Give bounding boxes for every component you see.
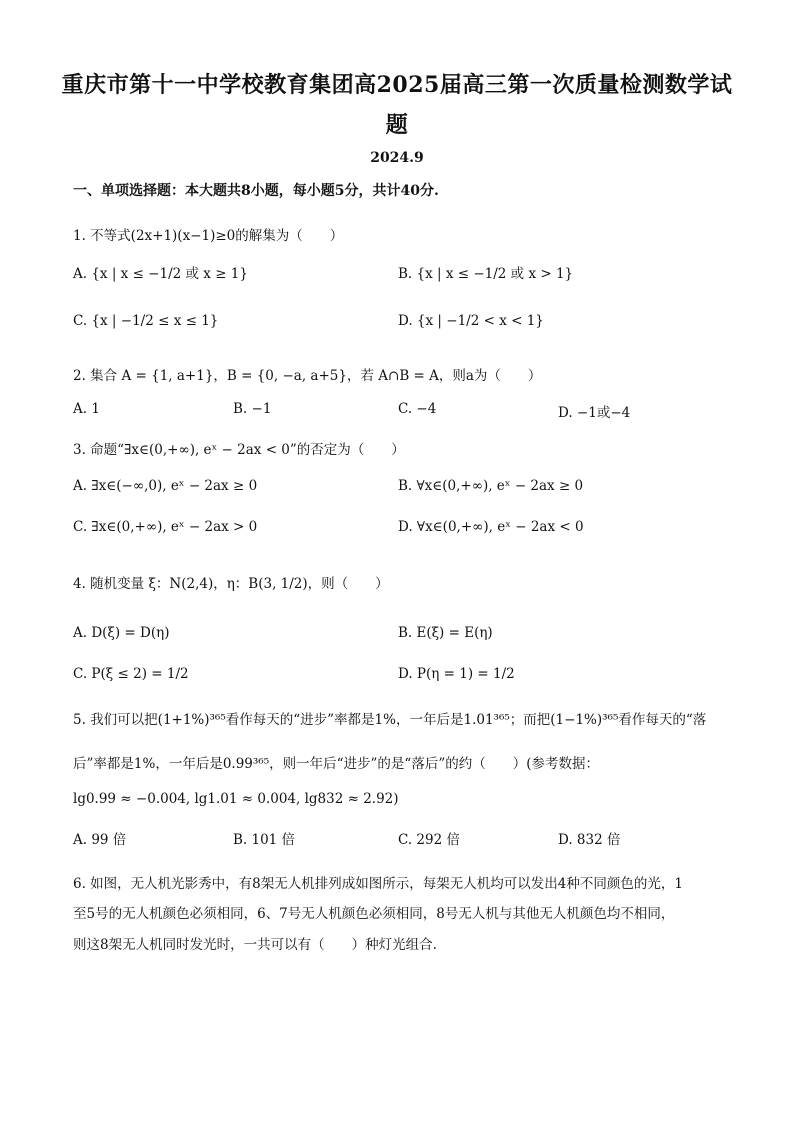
q1-option-a: A. {x | x ≤ −1/2 或 x ≥ 1} xyxy=(73,266,248,282)
q4-option-a: A. D(ξ) = D(η) xyxy=(73,625,170,641)
q5-line3: lg0.99 ≈ −0.004, lg1.01 ≈ 0.004, lg832 ≈ 2.92) xyxy=(73,791,399,807)
q2-stem: 2. 集合 A = {1, a+1}，B = {0, −a, a+5}，若 A∩B = A，则a为（ ） xyxy=(73,368,542,384)
exam-title-line1: 重庆市第十一中学校教育集团高2025届高三第一次质量检测数学试 xyxy=(61,72,733,98)
q2-option-b: B. −1 xyxy=(233,401,272,417)
q1-stem: 1. 不等式(2x+1)(x−1)≥0的解集为（ ） xyxy=(73,228,344,244)
q1-option-c: C. {x | −1/2 ≤ x ≤ 1} xyxy=(73,313,219,329)
q2-option-d: D. −1或−4 xyxy=(558,405,631,421)
q6-line3: 则这8架无人机同时发光时，一共可以有（ ）种灯光组合. xyxy=(73,937,437,953)
q3-option-c: C. ∃x∈(0,+∞), eˣ − 2ax > 0 xyxy=(73,519,258,535)
section-heading: 一、单项选择题：本大题共8小题，每小题5分，共计40分. xyxy=(73,183,439,199)
q4-option-b: B. E(ξ) = E(η) xyxy=(398,625,493,641)
q3-stem: 3. 命题“∃x∈(0,+∞), eˣ − 2ax < 0”的否定为（ ） xyxy=(73,442,405,458)
q5-option-c: C. 292 倍 xyxy=(398,832,460,848)
q2-option-c: C. −4 xyxy=(398,401,437,417)
q1-option-b: B. {x | x ≤ −1/2 或 x > 1} xyxy=(398,266,574,282)
q2-option-a: A. 1 xyxy=(73,401,100,417)
q4-option-d: D. P(η = 1) = 1/2 xyxy=(398,666,515,682)
q5-option-b: B. 101 倍 xyxy=(233,832,296,848)
q6-line2: 至5号的无人机颜色必须相同，6、7号无人机颜色必须相同，8号无人机与其他无人机颜色均不相同， xyxy=(73,906,675,922)
q3-option-d: D. ∀x∈(0,+∞), eˣ − 2ax < 0 xyxy=(398,519,584,535)
q5-line2: 后”率都是1%，一年后是0.99³⁶⁵，则一年后“进步”的是“落后”的约（ ）(参考数据： xyxy=(73,756,599,772)
q5-option-d: D. 832 倍 xyxy=(558,832,621,848)
exam-title-line2: 题 xyxy=(385,112,409,138)
q4-option-c: C. P(ξ ≤ 2) = 1/2 xyxy=(73,666,189,682)
q5-option-a: A. 99 倍 xyxy=(73,832,127,848)
q6-line1: 6. 如图，无人机光影秀中，有8架无人机排列成如图所示，每架无人机均可以发出4种不同颜色的光，1 xyxy=(73,876,683,892)
q3-option-a: A. ∃x∈(−∞,0), eˣ − 2ax ≥ 0 xyxy=(73,478,258,494)
q4-stem: 4. 随机变量 ξ：N(2,4)，η：B(3, 1/2)，则（ ） xyxy=(73,576,389,592)
q5-line1: 5. 我们可以把(1+1%)³⁶⁵看作每天的“进步”率都是1%，一年后是1.01³⁶⁵；而把(1−1%)³⁶⁵看作每天的“落 xyxy=(73,712,707,728)
q1-option-d: D. {x | −1/2 < x < 1} xyxy=(398,313,544,329)
exam-date: 2024.9 xyxy=(370,150,424,166)
q3-option-b: B. ∀x∈(0,+∞), eˣ − 2ax ≥ 0 xyxy=(398,478,584,494)
